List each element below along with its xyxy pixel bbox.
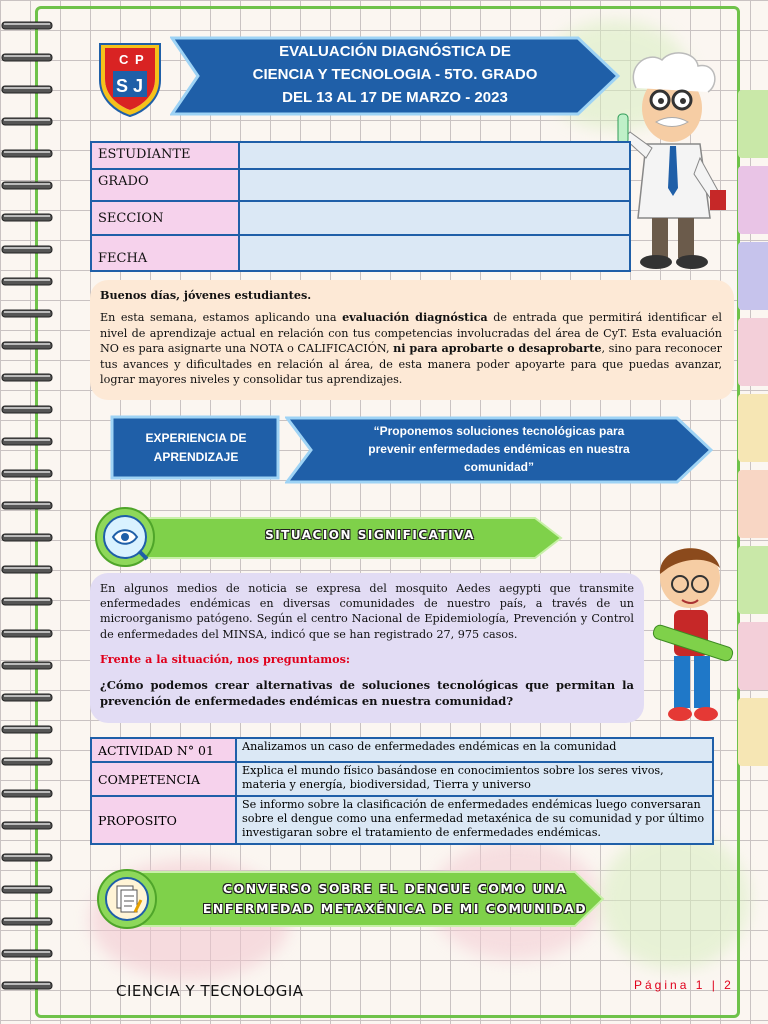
spiral-ring-highlight (4, 119, 50, 121)
table-row (91, 142, 630, 169)
side-tab (738, 90, 768, 158)
student-info-table (90, 141, 631, 272)
intro-paragraph (100, 310, 722, 387)
greeting: Buenos días, jóvenes estudiantes. (100, 288, 312, 302)
title-line: CIENCIA Y TECNOLOGIA - 5TO. GRADO (252, 66, 538, 83)
student-label: ESTUDIANTE (91, 142, 239, 169)
spiral-ring-highlight (4, 215, 50, 217)
experience-label-line: APRENDIZAJE (153, 450, 239, 464)
spiral-ring-highlight (4, 855, 50, 857)
date-field[interactable] (239, 235, 630, 271)
grade-label: GRADO (91, 169, 239, 201)
experience-title-line: prevenir enfermedades endémicas en nuestra (368, 442, 630, 456)
spiral-ring-highlight (4, 375, 50, 377)
side-tab (738, 546, 768, 614)
spiral-ring-highlight (4, 823, 50, 825)
spiral-ring-highlight (4, 55, 50, 57)
competence-label: COMPETENCIA (91, 762, 236, 796)
section-title-situation: SITUACION SIGNIFICATIVA (265, 528, 475, 542)
spiral-ring-highlight (4, 951, 50, 953)
situation-box (90, 573, 644, 723)
page-title (195, 40, 595, 109)
experience-title (315, 422, 683, 476)
svg-text:J: J (133, 76, 144, 96)
grade-field[interactable] (239, 169, 630, 201)
spiral-ring-highlight (4, 759, 50, 761)
spiral-ring-highlight (4, 343, 50, 345)
spiral-ring-highlight (4, 535, 50, 537)
table-row (91, 762, 713, 796)
spiral-binding-icon (0, 0, 60, 1024)
section-title-line: ENFERMEDAD METAXÉNICA DE MI COMUNIDAD (202, 901, 588, 916)
situation-text: En algunos medios de noticia se expresa del mosquito Aedes aegypti que transmite enfermedades endémicas en diversas comunidades de nuestro país, a través de un microorganismo patógeno. Según el centro Nacional de Epidemiología, Prevención y Control de enfermedades del MINSA, indicó que se han registrado 27, 975 casos. (100, 582, 634, 641)
spiral-ring-highlight (4, 407, 50, 409)
boy-illustration (648, 538, 738, 728)
question-heading: Frente a la situación, nos preguntamos: (100, 651, 351, 666)
side-tab (738, 394, 768, 462)
spiral-ring-highlight (4, 567, 50, 569)
activity-label: ACTIVIDAD N° 01 (91, 738, 236, 762)
student-field[interactable] (239, 142, 630, 169)
spiral-ring-highlight (4, 183, 50, 185)
experience-label (118, 429, 274, 467)
spiral-ring-highlight (4, 439, 50, 441)
activity-value: Analizamos un caso de enfermedades endémicas en la comunidad (236, 738, 713, 762)
section-title-dengue (175, 879, 615, 919)
section-title-line: CONVERSO SOBRE EL DENGUE COMO UNA (222, 881, 568, 896)
side-tab (738, 166, 768, 234)
svg-text:S: S (116, 76, 129, 96)
school-logo (95, 38, 165, 118)
intro-text: de entrada que permitirá identificar el nivel de aprendizaje actual en relación con tus competencias involucradas del área de CyT. Esta evaluación NO es para asignarte una NOTA o CALIFICACIÓN, (100, 311, 722, 356)
question-text: ¿Cómo podemos crear alternativas de soluciones tecnológicas que permitan la prevención de enfermedades endémicas en nuestra comunidad? (100, 678, 634, 709)
spiral-ring-highlight (4, 919, 50, 921)
side-tab (738, 622, 768, 690)
title-line: DEL 13 AL 17 DE MARZO - 2023 (282, 89, 508, 106)
spiral-ring-highlight (4, 791, 50, 793)
spiral-ring-highlight (4, 631, 50, 633)
table-row (91, 796, 713, 844)
side-tabs (738, 90, 768, 774)
intro-text: En esta semana, estamos aplicando una (100, 311, 343, 325)
table-row (91, 169, 630, 201)
section-label: SECCION (91, 201, 239, 235)
table-row (91, 235, 630, 271)
experience-title-line: comunidad” (463, 460, 534, 474)
intro-text: , sino para reconocer tus avances y dificultades en relación al área, de esta manera poder apoyarte para que puedas avanzar, lograr mayores niveles y consolidar tus aprendizajes. (100, 342, 723, 387)
spiral-ring-highlight (4, 311, 50, 313)
activity-table (90, 737, 714, 845)
spiral-ring-highlight (4, 983, 50, 985)
spiral-ring-highlight (4, 471, 50, 473)
experience-title-line: “Proponemos soluciones tecnológicas para (373, 424, 625, 438)
spiral-ring-highlight (4, 247, 50, 249)
title-line: EVALUACIÓN DIAGNÓSTICA DE (279, 43, 511, 60)
intro-bold-text: evaluación diagnóstica (342, 310, 488, 325)
spiral-ring-highlight (4, 695, 50, 697)
spiral-ring-highlight (4, 23, 50, 25)
experience-label-line: EXPERIENCIA DE (145, 431, 247, 445)
svg-text:P: P (135, 52, 144, 67)
side-tab (738, 242, 768, 310)
spiral-ring-highlight (4, 87, 50, 89)
spiral-ring-highlight (4, 599, 50, 601)
section-field[interactable] (239, 201, 630, 235)
spiral-ring-highlight (4, 503, 50, 505)
table-row (91, 738, 713, 762)
table-row (91, 201, 630, 235)
purpose-label: PROPOSITO (91, 796, 236, 844)
side-tab (738, 698, 768, 766)
spiral-ring-highlight (4, 279, 50, 281)
intro-box (90, 280, 734, 400)
competence-value: Explica el mundo físico basándose en conocimientos sobre los seres vivos, materia y energía, biodiversidad, Tierra y universo (236, 762, 713, 796)
spiral-ring-highlight (4, 727, 50, 729)
svg-text:C: C (119, 52, 129, 67)
page-number: Página 1 | 2 (634, 978, 734, 992)
footer-subject: CIENCIA Y TECNOLOGIA (116, 982, 304, 1000)
side-tab (738, 318, 768, 386)
intro-bold-text: ni para aprobarte o desaprobarte (393, 341, 602, 356)
spiral-ring-highlight (4, 151, 50, 153)
purpose-value: Se informo sobre la clasificación de enfermedades endémicas luego conversaran sobre el dengue como una enfermedad metaxénica de su comunidad y por último investigaran sobre el tratamiento de enfermedades endémicas. (236, 796, 713, 844)
spiral-ring-highlight (4, 887, 50, 889)
scientist-illustration (616, 48, 734, 274)
date-label: FECHA (91, 235, 239, 271)
spiral-ring-highlight (4, 663, 50, 665)
side-tab (738, 470, 768, 538)
